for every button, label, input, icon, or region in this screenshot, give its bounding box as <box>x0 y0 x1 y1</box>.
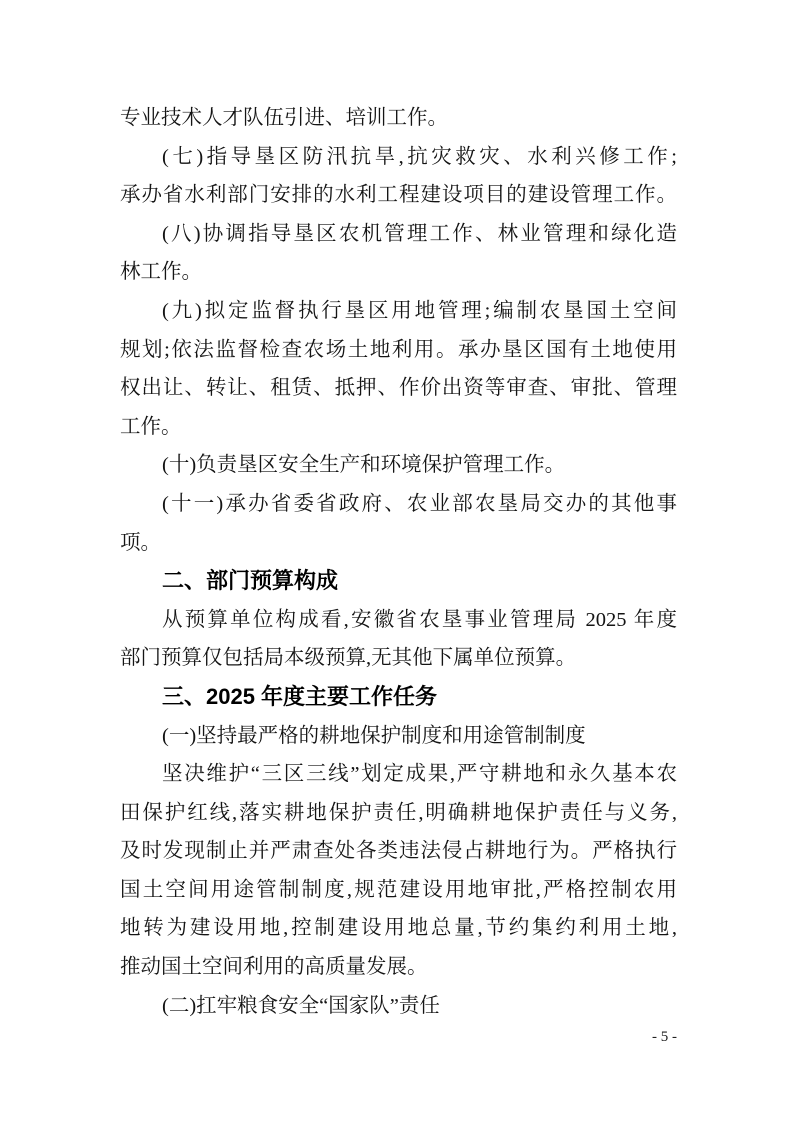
body-line: 从预算单位构成看,安徽省农垦事业管理局 2025 年度 <box>162 608 677 631</box>
list-item-10: (十)负责垦区安全生产和环境保护管理工作。 <box>162 454 566 477</box>
body-line: 地转为建设用地,控制建设用地总量,节约集约利用土地, <box>120 917 677 940</box>
document-body <box>120 99 677 1025</box>
list-item-8: (八)协调指导垦区农机管理工作、林业管理和绿化造 <box>162 222 677 245</box>
body-line: 坚决维护“三区三线”划定成果,严守耕地和永久基本农 <box>162 763 677 786</box>
body-line: 田保护红线,落实耕地保护责任,明确耕地保护责任与义务, <box>120 801 677 824</box>
body-line: 国土空间用途管制制度,规范建设用地审批,严格控制农用 <box>120 878 677 901</box>
body-line: 及时发现制止并严肃查处各类违法侵占耕地行为。严格执行 <box>120 840 677 863</box>
body-line: 推动国土空间利用的高质量发展。 <box>120 956 428 979</box>
body-line: 权出让、转让、租赁、抵押、作价出资等审查、审批、管理 <box>120 377 677 400</box>
list-item-11: (十一)承办省委省政府、农业部农垦局交办的其他事 <box>162 492 677 515</box>
page-number: - 5 - <box>652 1029 677 1045</box>
subsection-heading-1: (一)坚持最严格的耕地保护制度和用途管制制度 <box>162 724 586 747</box>
body-line: 工作。 <box>120 415 182 438</box>
section-heading-budget-composition: 二、部门预算构成 <box>162 568 339 594</box>
body-line: 承办省水利部门安排的水利工程建设项目的建设管理工作。 <box>120 184 677 207</box>
body-line: 规划;依法监督检查农场土地利用。承办垦区国有土地使用 <box>120 338 677 361</box>
subsection-heading-2: (二)扛牢粮食安全“国家队”责任 <box>162 994 440 1017</box>
list-item-9: (九)拟定监督执行垦区用地管理;编制农垦国土空间 <box>162 299 677 322</box>
body-line: 项。 <box>120 531 161 554</box>
section-heading-2025-tasks: 三、2025 年度主要工作任务 <box>162 683 438 709</box>
body-line: 部门预算仅包括局本级预算,无其他下属单位预算。 <box>120 647 577 670</box>
body-line: 林工作。 <box>120 261 202 284</box>
body-line: 专业技术人才队伍引进、培训工作。 <box>120 107 448 129</box>
list-item-7: (七)指导垦区防汛抗旱,抗灾救灾、水利兴修工作; <box>162 145 677 168</box>
